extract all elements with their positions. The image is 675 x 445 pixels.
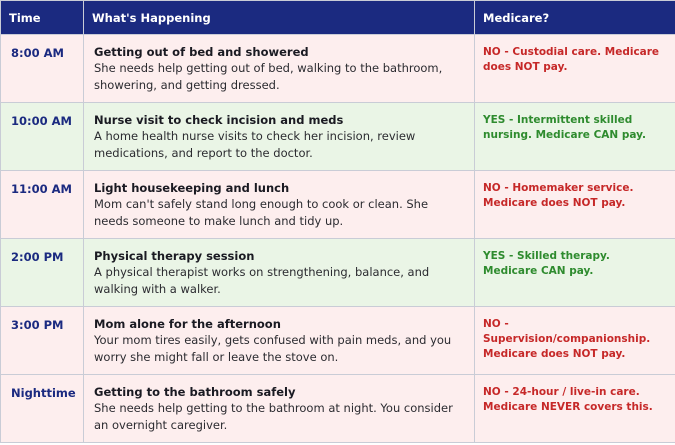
activity-cell [84, 103, 475, 171]
time-cell: Nighttime [1, 375, 84, 443]
activity-description: Mom can't safely stand long enough to cook or clean. She needs someone to make lunch and tidy up. [94, 197, 429, 228]
header-time: Time [1, 1, 84, 35]
activity-description: A physical therapist works on strengthening, balance, and walking with a walker. [94, 265, 430, 296]
activity-title: Getting out of bed and showered [94, 45, 309, 59]
table-row [1, 171, 675, 239]
table-row [1, 103, 675, 171]
medicare-coverage-cell: NO - Supervision/companionship. Medicare does NOT pay. [475, 307, 675, 375]
table-row [1, 375, 675, 443]
medicare-coverage-cell: NO - 24-hour / live-in care. Medicare NEVER covers this. [475, 375, 675, 443]
activity-cell [84, 35, 475, 103]
table-row [1, 239, 675, 307]
header-whats-happening: What's Happening [84, 1, 475, 35]
activity-title: Mom alone for the afternoon [94, 317, 281, 331]
time-cell: 2:00 PM [1, 239, 84, 307]
activity-cell [84, 239, 475, 307]
time-cell: 10:00 AM [1, 103, 84, 171]
activity-description: Your mom tires easily, gets confused with pain meds, and you worry she might fall or leave the stove on. [94, 333, 452, 364]
time-cell: 11:00 AM [1, 171, 84, 239]
header-medicare: Medicare? [475, 1, 675, 35]
time-cell: 8:00 AM [1, 35, 84, 103]
table-header-row [1, 1, 675, 35]
activity-description: A home health nurse visits to check her incision, review medications, and report to the doctor. [94, 129, 416, 160]
activity-cell [84, 171, 475, 239]
medicare-coverage-cell: NO - Homemaker service. Medicare does NOT pay. [475, 171, 675, 239]
activity-title: Light housekeeping and lunch [94, 181, 290, 195]
table-row [1, 35, 675, 103]
time-cell: 3:00 PM [1, 307, 84, 375]
activity-cell [84, 375, 475, 443]
activity-title: Getting to the bathroom safely [94, 385, 296, 399]
activity-description: She needs help getting to the bathroom at night. You consider an overnight caregiver. [94, 401, 453, 432]
activity-cell [84, 307, 475, 375]
medicare-coverage-cell: NO - Custodial care. Medicare does NOT pay. [475, 35, 675, 103]
activity-description: She needs help getting out of bed, walking to the bathroom, showering, and getting dressed. [94, 61, 443, 92]
medicare-coverage-cell: YES - Intermittent skilled nursing. Medicare CAN pay. [475, 103, 675, 171]
activity-title: Physical therapy session [94, 249, 255, 263]
table-row [1, 307, 675, 375]
activity-title: Nurse visit to check incision and meds [94, 113, 344, 127]
medicare-coverage-cell: YES - Skilled therapy. Medicare CAN pay. [475, 239, 675, 307]
